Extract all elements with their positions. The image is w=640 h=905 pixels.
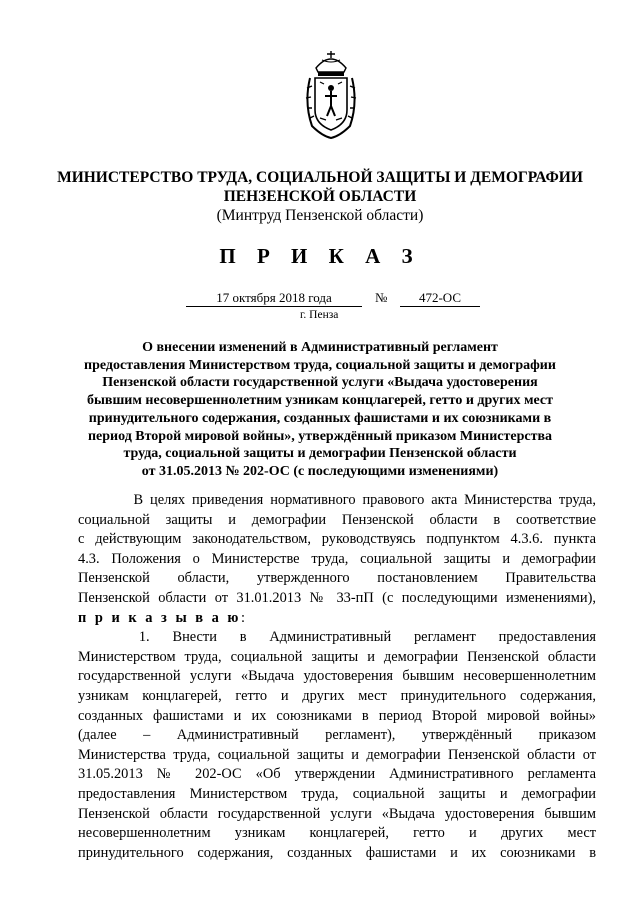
order-directive [78,609,596,629]
body-line: 4.3. Положения о Министерстве труда, социальной защиты и демографии [78,550,596,567]
body-line: 1. Внести в Административный регламент предоставления [78,629,597,646]
order-body [78,491,596,863]
body-line: социальной защиты и демографии Пензенской области в соответствие [78,511,596,528]
body-line: с действующим законодательством, руководствуясь подпунктом 4.3.6. пункта [78,531,596,548]
body-line: принудительного содержания, созданных фашистами и их союзниками в [78,844,596,861]
order-colon: : [240,609,245,626]
subject-line: Пензенской области государственной услуги «Выдача удостоверения [102,375,538,391]
ministry-short-name: (Минтруд Пензенской области) [216,207,424,224]
order-date: 17 октября 2018 года [186,290,362,307]
number-sign: № [375,290,388,305]
body-line: государственной услуги «Выдача удостоверения бывшим несовершеннолетним [78,668,596,685]
ministry-name-line1: МИНИСТЕРСТВО ТРУДА, СОЦИАЛЬНОЙ ЗАЩИТЫ И ДЕМОГРАФИИ [57,169,583,186]
body-line: Министерством труда, социальной защиты и демографии Пензенской области [78,648,596,665]
body-line: предоставления Министерством труда, социальной защиты и демографии [78,785,596,802]
order-number: 472-ОС [400,290,480,307]
subject-line: труда, социальной защиты и демографии Пензенской области [123,446,517,462]
body-line: В целях приведения нормативного правового акта Министерства труда, [78,492,596,508]
body-line: созданных фашистами и их союзниками в период Второй мировой войны» [78,707,596,724]
body-line: Пензенской области, утвержденного постановлением Правительства [78,570,596,587]
body-line: Пензенской области государственной услуги «Выдача удостоверения бывшим [78,805,596,822]
order-city: г. Пенза [300,309,339,321]
coat-of-arms-icon [300,48,362,140]
subject-line: О внесении изменений в Административный регламент [142,340,498,355]
body-line: (далее – Административный регламент), утверждённый приказом [78,727,596,744]
subject-line: период Второй мировой войны», утверждённый приказом Министерства [87,428,553,444]
subject-line: принудительного содержания, созданных фашистами и их союзниками в [88,410,552,426]
subject-line: бывшим несовершеннолетним узникам концлагерей, гетто и других мест [87,393,553,409]
document-type-title: П Р И К А З [219,244,421,268]
body-line: несовершеннолетним узникам концлагерей, гетто и других мест [78,825,596,842]
body-line: узникам концлагерей, гетто и других мест принудительного содержания, [78,687,596,704]
order-word: п р и к а з ы в а ю [78,609,241,626]
subject-line: предоставления Министерством труда, социальной защиты и демографии [84,357,556,373]
body-line: Пензенской области от 31.01.2013 № 33-пП (с последующими изменениями), [78,589,596,606]
body-line: 31.05.2013 № 202-ОС «Об утверждении Административного регламента [78,766,596,783]
body-line: Министерства труда, социальной защиты и демографии Пензенской области от [78,746,596,763]
order-subject [70,339,570,481]
ministry-name-line2: ПЕНЗЕНСКОЙ ОБЛАСТИ [223,188,417,205]
subject-line: от 31.05.2013 № 202-ОС (с последующими изменениями) [141,463,499,479]
